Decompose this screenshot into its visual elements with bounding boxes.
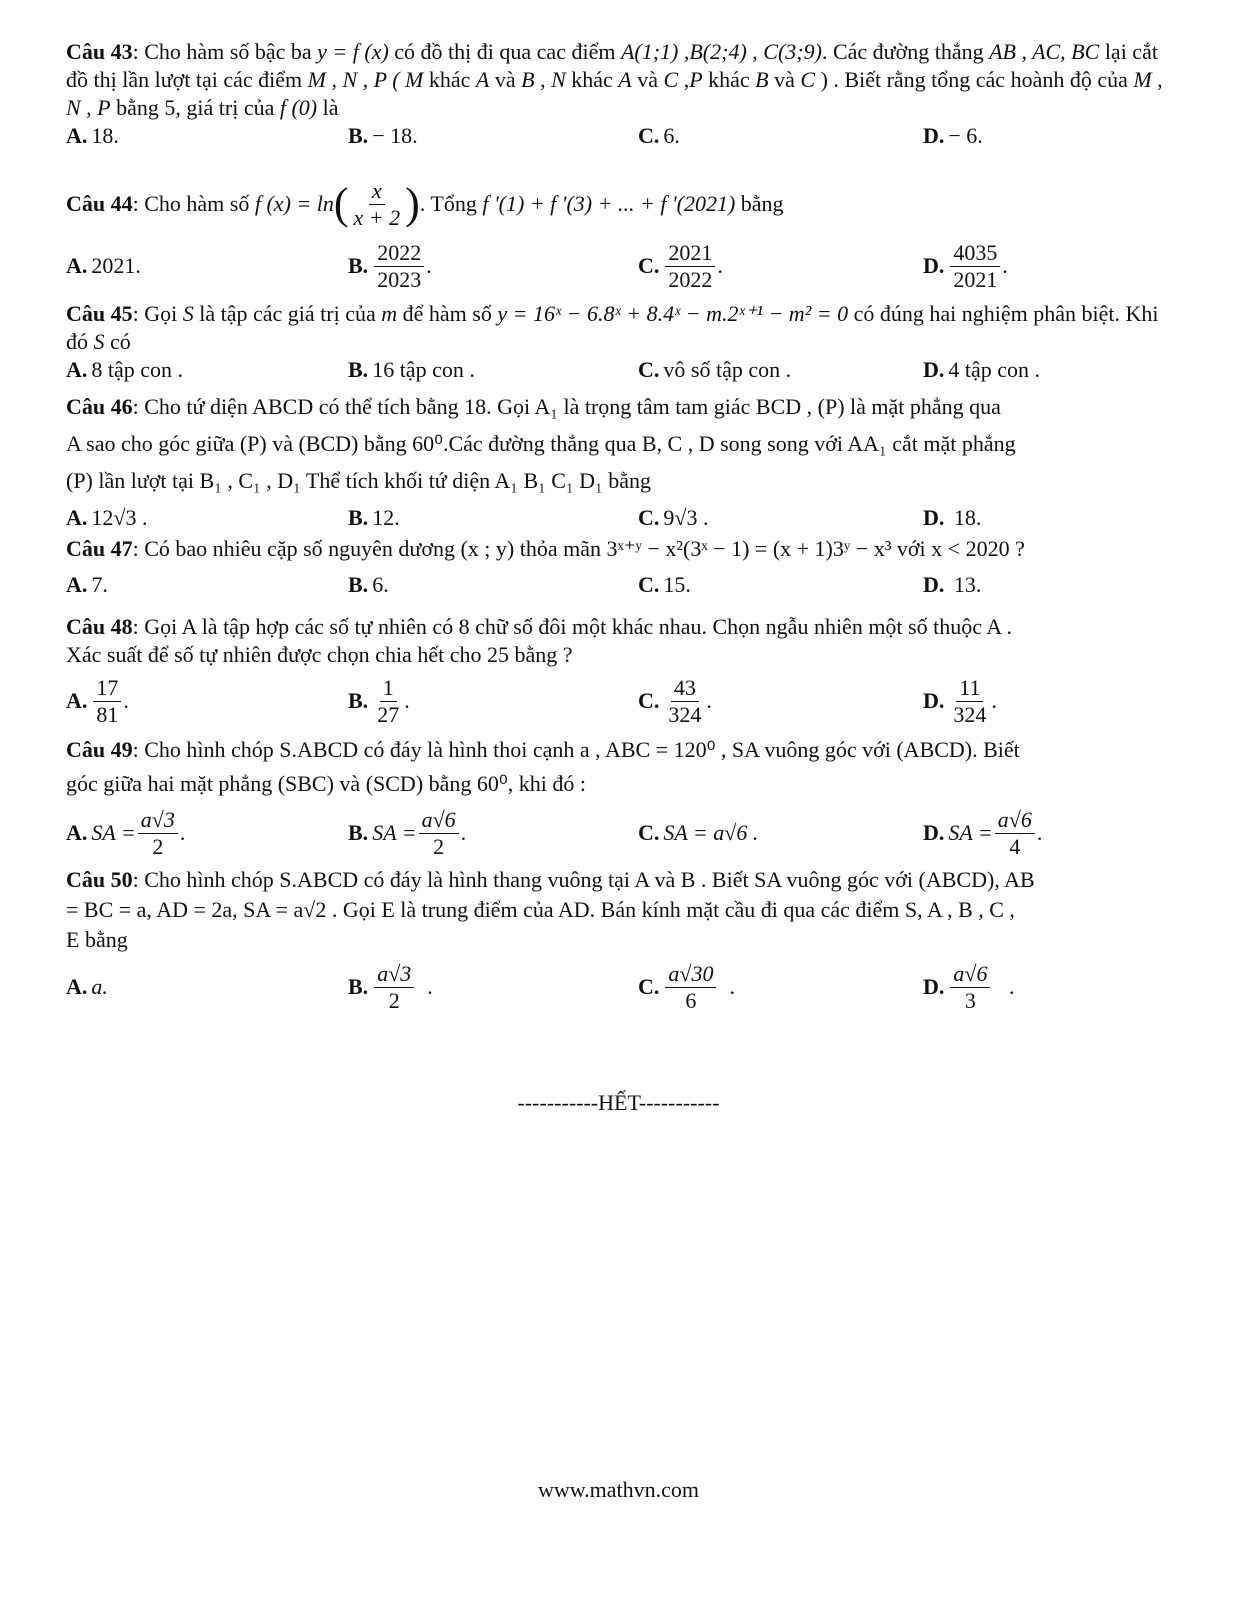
option-b[interactable]: B. − 18. bbox=[348, 123, 418, 148]
question-50 bbox=[66, 865, 1176, 1019]
option-b[interactable]: B. 6. bbox=[348, 572, 389, 597]
option-b[interactable]: B. 12. bbox=[348, 505, 400, 530]
option-a[interactable]: A. 18. bbox=[66, 123, 119, 148]
option-a[interactable]: A. 12√3 . bbox=[66, 505, 148, 530]
option-c[interactable]: C. $\frac{2021}{2022}$ . bbox=[638, 239, 723, 292]
option-b[interactable]: B. $\frac{1}{27}$ . bbox=[348, 674, 410, 727]
option-b[interactable]: B. $\frac{a√3}{2}$ . bbox=[348, 960, 433, 1013]
option-d[interactable]: D. 18. bbox=[923, 505, 982, 530]
option-d[interactable]: D. SA = $\frac{a√6}{4}$ . bbox=[923, 806, 1043, 859]
footer-url[interactable]: www.mathvn.com bbox=[537, 1477, 700, 1502]
question-43-stem: Câu 43: Cho hàm số bậc ba y = f (x) có đồ thị đi qua cac điểm A(1;1) ,B(2;4) , C(3;9). Các đường thẳng AB , AC, BC lại cắt đồ thị lần lượt tại các điểm M , N , P ( M khác A và B , N khác A và C ,P khác B và C ) . Biết rằng tổng các hoành độ của M , N , P bằng 5, giá trị của f (0) là bbox=[66, 39, 1163, 120]
answer-options bbox=[66, 234, 1176, 298]
end-marker: -----------HẾT----------- bbox=[517, 1090, 720, 1115]
option-a[interactable]: A. SA = $\frac{a√3}{2}$ . bbox=[66, 806, 186, 859]
option-c[interactable]: C. vô số tập con . bbox=[638, 357, 792, 382]
question-47-stem: Câu 47: Có bao nhiêu cặp số nguyên dương (x ; y) thỏa mãn 3ˣ⁺ʸ − x²(3ˣ − 1) = (x + 1)3ʸ − x³ với x < 2020 ? bbox=[66, 536, 1025, 561]
option-a[interactable]: A. a. bbox=[66, 974, 108, 999]
option-d[interactable]: D. 13. bbox=[923, 572, 982, 597]
question-44-stem: Câu 44 : Cho hàm số f (x) = ln ( $\frac{x}{x + 2}$ ) . Tổng f '(1) + f '(3) + ... + f '(2021) bằng bbox=[66, 177, 784, 230]
question-48-stem: Câu 48: Gọi A là tập hợp các số tự nhiên có 8 chữ số đôi một khác nhau. Chọn ngẫu nhiên một số thuộc A . Xác suất để số tự nhiên được chọn chia hết cho 25 bằng ? bbox=[66, 614, 1012, 667]
question-45 bbox=[66, 300, 1176, 388]
question-48 bbox=[66, 613, 1176, 733]
question-43 bbox=[66, 38, 1176, 154]
answer-options bbox=[66, 669, 1176, 733]
option-d[interactable]: D. 4 tập con . bbox=[923, 357, 1041, 382]
option-c[interactable]: C. SA = a√6 . bbox=[638, 820, 759, 845]
option-c[interactable]: C. $\frac{a√30}{6}$ . bbox=[638, 960, 735, 1013]
option-d[interactable]: D. $\frac{11}{324}$ . bbox=[923, 674, 997, 727]
option-b[interactable]: B. $\frac{2022}{2023}$ . bbox=[348, 239, 432, 292]
answer-options bbox=[66, 356, 1176, 388]
question-44 bbox=[66, 174, 1176, 298]
question-46 bbox=[66, 388, 1176, 531]
question-47 bbox=[66, 531, 1176, 599]
question-45-stem: Câu 45: Gọi S là tập các giá trị của m để hàm số y = 16ˣ − 6.8ˣ + 8.4ˣ − m.2ˣ⁺¹ − m² = 0 có đúng hai nghiệm phân biệt. Khi đó S có bbox=[66, 301, 1159, 354]
option-b[interactable]: B. SA = $\frac{a√6}{2}$ . bbox=[348, 806, 467, 859]
option-a[interactable]: A. 8 tập con . bbox=[66, 357, 184, 382]
answer-options bbox=[66, 122, 1176, 154]
answer-options bbox=[66, 499, 1176, 531]
option-a[interactable]: A. 7. bbox=[66, 572, 108, 597]
option-d[interactable]: D. $\frac{a√6}{3}$ . bbox=[923, 960, 1015, 1013]
question-46-stem: Câu 46: Cho tứ diện ABCD có thể tích bằng 18. Gọi A₁ là trọng tâm tam giác BCD , (P) là mặt phẳng qua A sao cho góc giữa (P) và (BCD) bằng 60⁰.Các đường thẳng qua B, C , D song song với AA₁ cắt mặt phẳng (P) lần lượt tại B₁ , C₁ , D₁ Thể tích khối tứ diện A₁ B₁ C₁ D₁ bằng bbox=[66, 394, 1016, 493]
answer-options bbox=[66, 801, 1176, 865]
option-c[interactable]: C. 9√3 . bbox=[638, 505, 709, 530]
option-a[interactable]: A. $\frac{17}{81}$ . bbox=[66, 674, 129, 727]
fraction: $\frac{x}{x + 2}$ bbox=[353, 177, 401, 230]
exam-page bbox=[66, 38, 1176, 1019]
answer-options bbox=[66, 955, 1176, 1019]
question-49 bbox=[66, 733, 1176, 865]
question-label: Câu 43 bbox=[66, 39, 133, 64]
option-c[interactable]: C. 6. bbox=[638, 123, 680, 148]
option-d[interactable]: D. − 6. bbox=[923, 123, 983, 148]
option-d[interactable]: D. $\frac{4035}{2021}$ . bbox=[923, 239, 1008, 292]
question-50-stem: Câu 50: Cho hình chóp S.ABCD có đáy là hình thang vuông tại A và B . Biết SA vuông góc với (ABCD), AB = BC = a, AD = 2a, SA = a√2 . Gọi E là trung điểm của AD. Bán kính mặt cầu đi qua các điểm S, A , B , C , E bằng bbox=[66, 867, 1035, 952]
answer-options bbox=[66, 567, 1176, 599]
option-c[interactable]: C. 15. bbox=[638, 572, 691, 597]
option-a[interactable]: A. 2021. bbox=[66, 253, 141, 278]
question-49-stem: Câu 49: Cho hình chóp S.ABCD có đáy là hình thoi cạnh a , ABC = 120⁰ , SA vuông góc với (ABCD). Biết góc giữa hai mặt phẳng (SBC) và (SCD) bằng 60⁰, khi đó : bbox=[66, 737, 1020, 796]
option-c[interactable]: C. $\frac{43}{324}$ . bbox=[638, 674, 712, 727]
option-b[interactable]: B. 16 tập con . bbox=[348, 357, 475, 382]
